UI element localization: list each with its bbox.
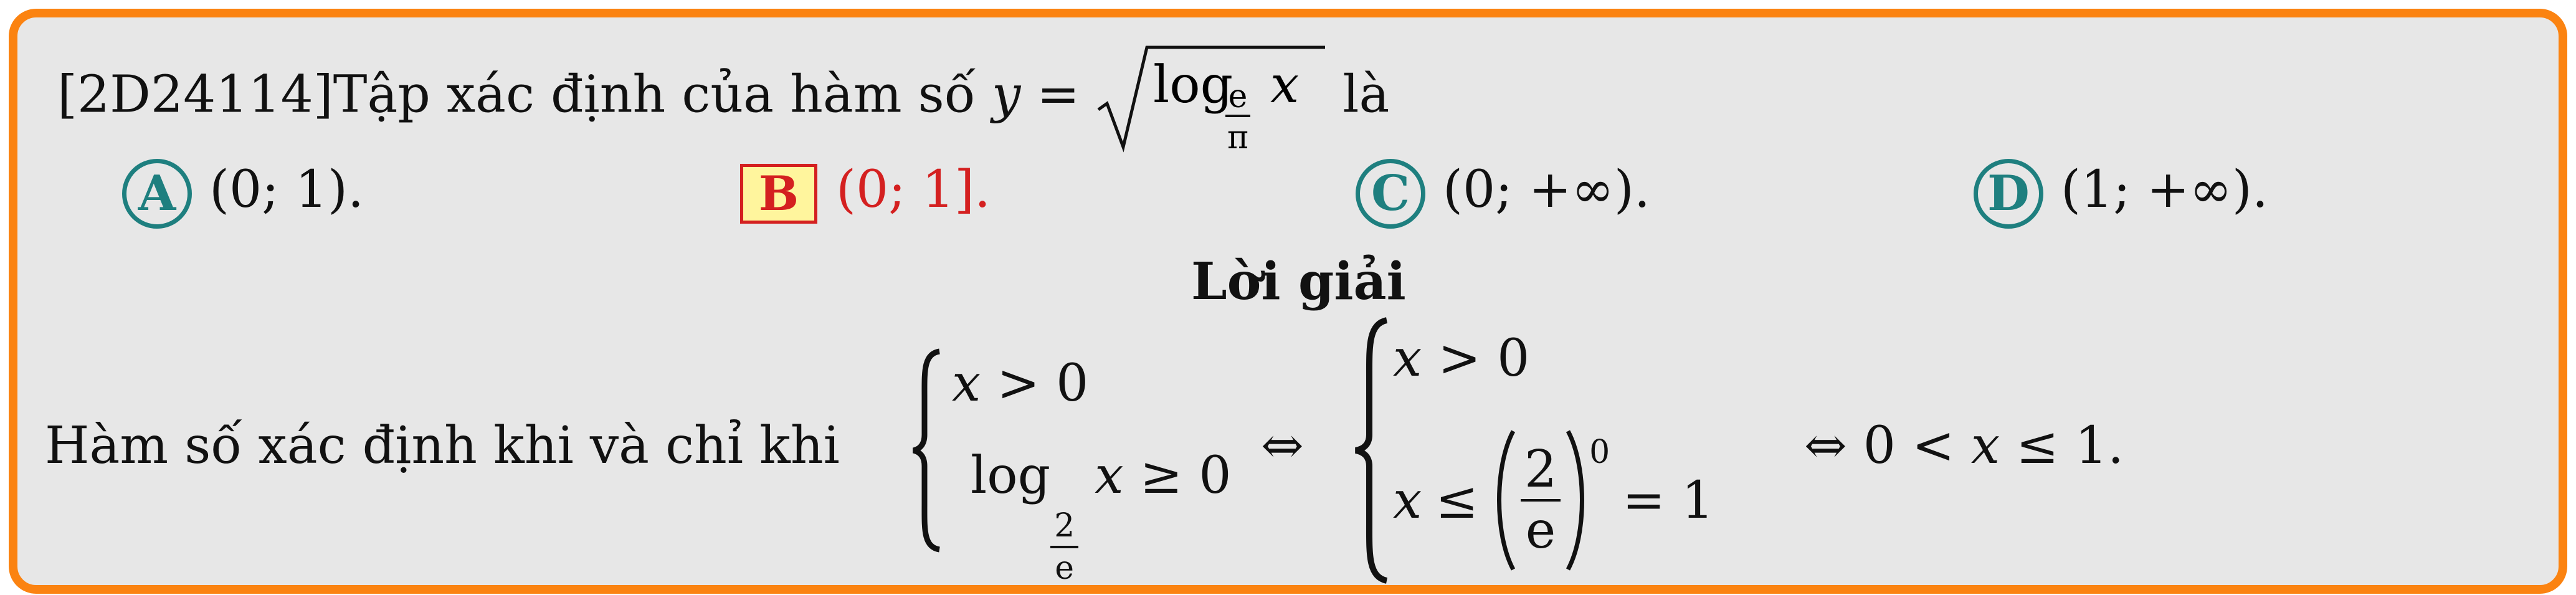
solution-title: Lời giải — [1191, 252, 1406, 312]
sys2-row2-var: x — [1393, 470, 1422, 530]
conclusion-left: 0 < — [1863, 416, 1955, 475]
sys1-row2-rel: ≥ 0 — [1139, 446, 1232, 505]
sys1-row1-rel: > 0 — [997, 354, 1089, 413]
sys1-row1-var: x — [952, 354, 981, 413]
iff-symbol-2: ⇔ — [1804, 416, 1847, 475]
sys1-row2-var: x — [1095, 446, 1124, 505]
log-text: log — [1153, 55, 1233, 115]
option-c-badge: C — [1356, 159, 1425, 229]
sqrt-radical-icon — [1096, 42, 1326, 155]
question-tail: là — [1343, 65, 1390, 125]
option-b-badge: B — [740, 164, 817, 224]
sys2-exponent: 0 — [1589, 434, 1610, 471]
log-base-num: e — [1228, 78, 1248, 115]
option-d-text: (1; +∞). — [2061, 160, 2268, 219]
option-a-badge: A — [122, 159, 192, 229]
sys2-eq: = 1 — [1622, 470, 1714, 530]
option-c-text: (0; +∞). — [1443, 160, 1650, 219]
sys1-row1 — [952, 354, 1088, 413]
question-line — [57, 42, 1389, 155]
left-paren-icon — [1492, 429, 1517, 572]
log-arg-x: x — [1270, 55, 1300, 115]
sys1-row2-base — [1050, 507, 1078, 587]
sys2-frac-den: e — [1525, 501, 1556, 560]
sys2-row1-rel: > 0 — [1438, 329, 1530, 388]
option-b[interactable] — [740, 156, 991, 224]
sys2-row2 — [1393, 429, 1714, 572]
equals-sign: = — [1037, 65, 1080, 125]
question-text: Tập xác định của hàm số — [333, 65, 976, 125]
left-brace-1-icon — [910, 348, 947, 553]
option-c[interactable] — [1356, 156, 1650, 229]
conclusion-var: x — [1970, 416, 2000, 475]
sys1-row2 — [971, 446, 1232, 587]
question-code: [2D24114] — [57, 65, 333, 125]
sys2-row1-var: x — [1393, 329, 1422, 388]
sys1-base-num: 2 — [1054, 507, 1075, 545]
sqrt-expression — [1096, 42, 1326, 155]
sys2-fraction — [1521, 440, 1561, 560]
iff-symbol-1: ⇔ — [1261, 416, 1304, 475]
option-b-text: (0; 1]. — [836, 160, 991, 219]
sys1-base-den: e — [1055, 550, 1075, 587]
log-base-den: π — [1227, 119, 1249, 155]
sys2-frac-num: 2 — [1524, 440, 1557, 499]
option-a-text: (0; 1). — [209, 160, 364, 219]
option-d-badge: D — [1974, 159, 2043, 229]
right-paren-icon — [1564, 429, 1589, 572]
option-d[interactable] — [1974, 156, 2268, 229]
left-brace-2-icon — [1351, 317, 1394, 584]
sys2-row1 — [1393, 329, 1529, 388]
sys2-row2-rel: ≤ — [1435, 470, 1478, 530]
option-a[interactable] — [122, 156, 364, 229]
conclusion-right: ≤ 1. — [2016, 416, 2124, 475]
problem-card — [9, 9, 2567, 594]
solution-lead: Hàm số xác định khi và chỉ khi — [45, 416, 840, 475]
sys1-row2-log: log — [971, 446, 1051, 505]
var-y: y — [991, 65, 1021, 125]
solution-conclusion — [1804, 416, 2124, 475]
